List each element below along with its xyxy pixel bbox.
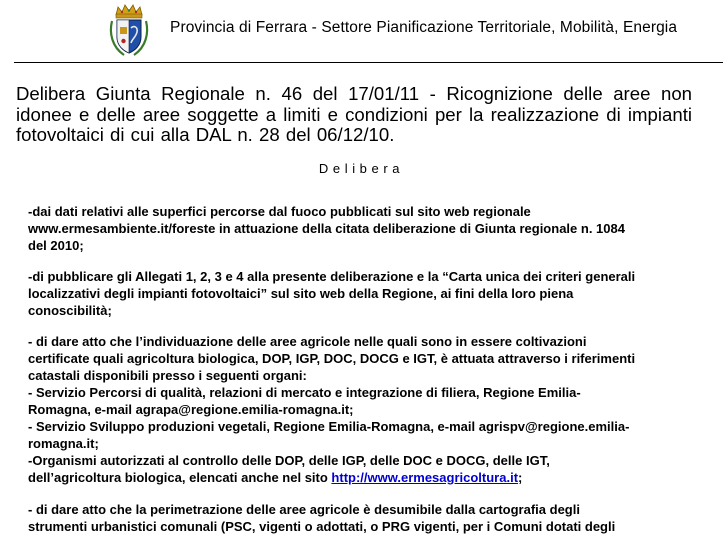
paragraph-publish-annexes [28,268,698,319]
paragraph-line: -di pubblicare gli Allegati 1, 2, 3 e 4 alla presente deliberazione e la “Carta unica dei criteri generali [28,269,636,284]
paragraph-line: -Organismi autorizzati al controllo delle DOP, delle IGP, delle DOC e DOCG, delle IGT, [28,453,550,468]
title-line: fotovoltaici di cui alla DAL n. 28 del 06/12/10. [16,124,395,145]
paragraph-line: - di dare atto che l’individuazione delle aree agricole nelle quali sono in essere coltivazioni [28,334,587,349]
paragraph-line: www.ermesambiente.it/foreste in attuazione della citata deliberazione di Giunta regionale n. 1084 [28,221,625,236]
paragraph-line: conoscibilità; [28,303,112,318]
paragraph-line: -dai dati relativi alle superfici percorse dal fuoco pubblicati sul sito web regionale [28,204,531,219]
paragraph-line-with-link [28,469,698,486]
page-header [0,0,723,62]
paragraph-text: ; [518,470,523,485]
paragraph-certified-crops [28,333,698,486]
paragraph-perimeter [28,501,698,535]
paragraph-line: - Servizio Percorsi di qualità, relazioni di mercato e integrazione di filiera, Regione Emilia- [28,385,581,400]
document-title [16,84,692,146]
paragraph-line: certificate quali agricoltura biologica, DOP, IGP, DOC, DOCG e IGT, è attuata attraverso i riferimenti [28,351,636,366]
paragraph-line: - di dare atto che la perimetrazione delle aree agricole è desumibile dalla cartografia degli [28,502,580,517]
paragraph-line: - Servizio Sviluppo produzioni vegetali, Regione Emilia-Romagna, e-mail agrispv@regione.emilia- [28,419,630,434]
paragraph-line: catastali disponibili presso i seguenti organi: [28,368,307,383]
paragraph-line: strumenti urbanistici comunali (PSC, vigenti o adottati, o PRG vigenti, per i Comuni dotati degli [28,519,616,534]
title-line: idonee e delle aree soggette a limiti e condizioni per la realizzazione di impianti [16,103,692,125]
ermesagricoltura-link[interactable]: http://www.ermesagricoltura.it [331,470,519,485]
paragraph-line: Romagna, e-mail agrapa@regione.emilia-romagna.it; [28,402,354,417]
provincia-crest-icon [108,3,150,57]
paragraph-line: romagna.it; [28,436,99,451]
header-title: Provincia di Ferrara - Settore Pianificazione Territoriale, Mobilità, Energia [170,19,678,36]
paragraph-line: del 2010; [28,238,84,253]
title-line: Delibera Giunta Regionale n. 46 del 17/01/11 - Ricognizione delle aree non [16,83,692,104]
section-subtitle: Delibera [318,161,405,176]
paragraph-fire-areas [28,203,698,254]
paragraph-text: dell’agricoltura biologica, elencati anche nel sito [28,470,332,485]
header-divider [14,62,723,63]
paragraph-line: localizzativi degli impianti fotovoltaici” sul sito web della Regione, ai fini della loro piena [28,286,574,301]
